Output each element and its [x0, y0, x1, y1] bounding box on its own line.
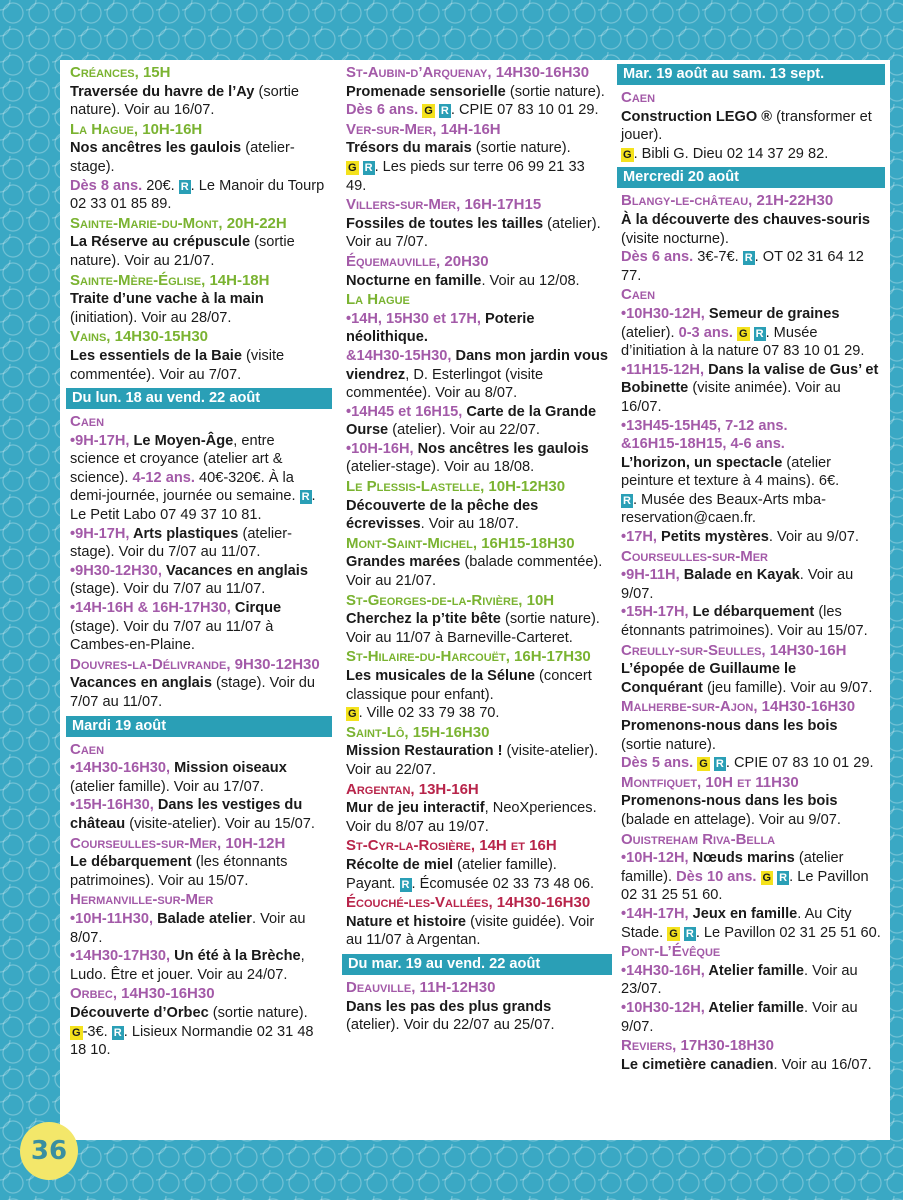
event-details: (atelier-stage). Voir au 18/08. — [346, 459, 535, 476]
event-place: Ouistreham Riva-Bella — [621, 830, 776, 848]
event-details: . Voir au 18/07. — [420, 516, 519, 533]
event-title: Découverte d’Orbec — [70, 1004, 209, 1021]
event-title: Nature et histoire — [346, 913, 467, 930]
reservation-badge: R — [301, 491, 310, 504]
event-entry — [70, 121, 328, 214]
event-details: (visite-atelier). Voir au 15/07. — [125, 815, 315, 832]
event-title: Le Moyen-Âge — [133, 432, 234, 449]
event-entry — [621, 774, 881, 830]
event-details: (concert classique pour enfant). — [346, 668, 592, 703]
event-title: Promenons-nous dans les bois — [621, 718, 838, 734]
event-entry — [346, 196, 608, 252]
event-details: (stage). Voir du 7/07 au 11/07. — [70, 581, 266, 598]
event-entry — [621, 89, 881, 163]
free-badge: G — [348, 708, 357, 721]
event-details: (atelier famille). Voir au 17/07. — [70, 778, 264, 795]
event-place: Le Plessis-Lastelle, 10H-12H30 — [346, 478, 566, 496]
event-place: Sainte-Mère-Église, 14H-18H — [70, 271, 270, 289]
event-place: St-Aubin-d’Arquenay, 14H30-16H30 — [346, 64, 590, 81]
event-place: Vains, 14H30-15H30 — [70, 328, 209, 346]
event-entry — [346, 253, 608, 290]
free-badge: G — [699, 758, 708, 771]
price: 40€-320€. À la demi-journée, journée ou semaine. — [70, 469, 300, 505]
event-title: Mission Restauration ! — [346, 743, 503, 760]
contact: . Lisieux Normandie 02 31 48 18 10. — [70, 1023, 314, 1059]
event-details: (atelier peinture et texture à 4 mains). 6€. — [621, 454, 840, 490]
age-label: Dès 6 ans. — [621, 249, 694, 266]
reservation-badge: R — [180, 180, 189, 193]
event-entry — [621, 642, 881, 698]
price: 3€-7€. — [693, 249, 743, 266]
event-place: La Hague, 10H-16H — [70, 120, 203, 138]
event-place: Reviers, 17H30-18H30 — [621, 1037, 774, 1055]
event-place: Villers-sur-Mer, 16H-17H15 — [346, 196, 542, 214]
event-details: (atelier). Voir au 7/07. — [346, 215, 601, 251]
event-place: Douvres-la-Délivrande, 9H30-12H30 — [70, 655, 320, 673]
event-details: , NeoXperiences. Voir du 8/07 au 19/07. — [346, 800, 597, 835]
event-entry — [70, 891, 328, 984]
event-details: . Voir au 9/07. — [621, 567, 854, 602]
event-place: Pont-L’Évêque — [621, 943, 721, 961]
event-title: La Réserve au crépuscule — [70, 234, 251, 251]
date-band: Mercredi 20 août — [617, 167, 885, 188]
event-place: Sainte-Marie-du-Mont, 20H-22H — [70, 214, 287, 232]
age-label: 4-12 ans. — [132, 469, 195, 486]
event-entry — [346, 979, 608, 1035]
event-details: (atelier famille). — [621, 850, 844, 885]
event-place: Malherbe-sur-Ajon, 14H30-16H30 — [621, 698, 856, 716]
reservation-badge: R — [401, 878, 410, 891]
event-title: Dans les pas des plus grands — [346, 998, 552, 1015]
event-title: Dans mon jardin vous viendrez — [346, 347, 608, 383]
event-title: Promenons-nous dans les bois — [621, 793, 838, 810]
event-title: Le cimetière canadien — [621, 1056, 774, 1073]
free-badge: G — [739, 327, 748, 340]
event-details: (atelier). Voir au 22/07. — [388, 422, 540, 439]
event-entry — [346, 648, 608, 722]
event-place: Caen — [621, 89, 656, 106]
event-time: •10H30-12H, — [621, 999, 709, 1016]
event-place: Hermanville-sur-Mer — [70, 891, 214, 909]
event-title: Promenade sensorielle — [346, 83, 506, 100]
event-place: Caen — [70, 413, 105, 431]
event-title: Traversée du havre de l’Ay — [70, 83, 255, 100]
event-place: St-Cyr-la-Rosière, 14H et 16H — [346, 837, 557, 855]
contact: . CPIE 07 83 10 01 29. — [450, 102, 599, 119]
event-title: Cherchez la p’tite bête — [346, 611, 501, 628]
event-time: •11H15-12H, — [621, 361, 709, 378]
event-time: •9H-17H, — [70, 432, 134, 449]
event-place: Mont-Saint-Michel, 16H15-18H30 — [346, 534, 575, 552]
event-title: Semeur de graines — [708, 305, 840, 322]
event-place: La Hague — [346, 291, 410, 309]
event-entry — [346, 291, 608, 477]
reservation-badge: R — [685, 927, 694, 940]
event-entry — [70, 835, 328, 891]
event-title: Mission oiseaux — [174, 760, 287, 777]
event-entry — [346, 894, 608, 950]
event-entry — [621, 831, 881, 943]
event-details: (atelier-stage). — [70, 140, 295, 175]
reservation-badge: R — [779, 871, 788, 884]
free-badge: G — [348, 161, 357, 174]
event-title: Vacances en anglais — [165, 562, 308, 579]
event-title: Jeux en famille — [692, 905, 798, 922]
event-details: (les étonnants patrimoines). Voir au 15/07. — [70, 854, 288, 889]
event-time: •10H-12H, — [621, 850, 693, 867]
contact: . Écomusée 02 33 73 48 06. — [411, 875, 595, 892]
event-entry — [346, 478, 608, 534]
event-details: (sortie nature). — [471, 140, 571, 157]
event-title: Grandes marées — [346, 554, 461, 571]
event-title: Mur de jeu interactif — [346, 800, 485, 817]
event-title: Dans les vestiges du château — [70, 797, 303, 832]
event-time: •13H45-15H45, 7-12 ans. — [621, 417, 788, 434]
event-title: Balade en Kayak — [683, 567, 800, 584]
event-details: (stage). Voir du 7/07 au 11/07. — [70, 675, 315, 710]
date-band: Mar. 19 août au sam. 13 sept. — [617, 64, 885, 85]
contact: . Le Petit Labo 07 49 37 10 81. — [70, 488, 316, 524]
free-badge: G — [762, 871, 772, 884]
contact: . Musée d’initiation à la nature 07 83 10 01 29. — [621, 324, 865, 360]
event-entry — [346, 837, 608, 893]
event-time: •9H-17H, — [70, 525, 133, 542]
event-title: Petits mystères — [661, 529, 769, 546]
event-place: Blangy-le-château, 21H-22H30 — [621, 192, 834, 210]
event-entry — [346, 535, 608, 591]
event-details: (atelier-stage). Voir du 7/07 au 11/07. — [70, 525, 292, 561]
event-time: •14H-16H & 16H-17H30, — [70, 600, 235, 617]
reservation-badge: R — [364, 161, 373, 174]
event-time: •14H30-16H, — [621, 962, 709, 979]
event-details: . Voir au 12/08. — [481, 272, 580, 289]
event-details: (initiation). Voir au 28/07. — [70, 309, 232, 326]
event-time: •9H-11H, — [621, 567, 684, 584]
event-entry — [70, 272, 328, 328]
event-details: (sortie nature). Voir au 11/07 à Barneville-Carteret. — [346, 611, 600, 646]
event-title: Trésors du marais — [346, 140, 472, 157]
reservation-badge: R — [623, 494, 631, 507]
event-details: (visite commentée). Voir au 7/07. — [70, 347, 285, 383]
event-title: Vacances en anglais — [70, 675, 212, 692]
event-time: •15H-16H30, — [70, 797, 158, 814]
event-title: Traite d’une vache à la main — [70, 291, 264, 308]
event-details: (sortie nature). — [208, 1004, 308, 1021]
event-time: •14H30-17H30, — [70, 948, 175, 965]
free-badge: G — [669, 927, 678, 940]
event-time: •14H45 et 16H15, — [346, 403, 467, 420]
event-entry — [621, 698, 881, 772]
event-entry — [621, 943, 881, 1036]
event-place: Deauville, 11H-12H30 — [346, 978, 496, 996]
free-badge: G — [424, 105, 433, 118]
event-title: Nos ancêtres les gaulois — [417, 440, 589, 457]
event-title: Fossiles de toutes les tailles — [346, 215, 544, 232]
event-entry — [70, 741, 328, 834]
price: -3€. — [82, 1023, 112, 1040]
event-time: •15H-17H, — [621, 604, 693, 621]
event-entry — [70, 656, 328, 712]
date-band: Du lun. 18 au vend. 22 août — [66, 388, 332, 409]
age-label: Dès 8 ans. — [70, 177, 143, 194]
event-details: . Voir au 8/07. — [70, 910, 306, 946]
event-details: . Au City Stade. — [621, 905, 852, 941]
event-place: Caen — [70, 740, 105, 758]
event-title: Carte de la Grande Ourse — [346, 403, 597, 439]
event-place: Caen — [621, 286, 656, 304]
event-details: , entre science et croyance (atelier art & science). — [70, 432, 283, 486]
price: 20€. — [142, 177, 179, 194]
event-details: . Voir au 23/07. — [621, 962, 858, 998]
event-details: , Ludo. Être et jouer. Voir au 24/07. — [70, 948, 305, 983]
reservation-badge: R — [715, 758, 724, 771]
event-title: L’horizon, un spectacle — [621, 454, 783, 471]
event-title: Atelier famille — [708, 999, 805, 1016]
event-title: Un été à la Brèche — [174, 948, 301, 965]
event-title: Cirque — [234, 600, 282, 617]
event-place: Écouché-les-Vallées, 14H30-16H30 — [346, 894, 591, 912]
event-time: •17H, — [621, 529, 661, 546]
contact: . Bibli G. Dieu 02 14 37 29 82. — [633, 145, 829, 162]
event-title: Nocturne en famille — [346, 272, 482, 289]
event-place: Équemauville, 20H30 — [346, 252, 489, 270]
event-title: Atelier famille — [708, 962, 805, 979]
contact: . CPIE 07 83 10 01 29. — [725, 755, 874, 772]
event-details: (sortie nature). — [621, 736, 716, 753]
event-place: Courseulles-sur-Mer — [621, 547, 768, 565]
event-entry — [346, 592, 608, 648]
event-details: (atelier famille). Payant. — [346, 856, 557, 892]
event-details: (atelier). Voir du 22/07 au 25/07. — [346, 1017, 555, 1034]
event-time: •14H, 15H30 et 17H, — [346, 310, 485, 327]
contact: . Le Pavillon 02 31 25 51 60. — [695, 924, 881, 941]
event-title: À la découverte des chauves-souris — [621, 211, 871, 228]
event-details: (les étonnants patrimoines). Voir au 15/07. — [621, 604, 868, 640]
event-place: Argentan, 13H-16H — [346, 780, 479, 798]
event-entry — [621, 548, 881, 641]
event-details: (balade commentée). Voir au 21/07. — [346, 554, 603, 590]
event-title: Poterie néolithique. — [346, 310, 535, 346]
event-title: L’épopée de Guillaume le Conquérant — [621, 661, 797, 696]
age-label: Dès 6 ans. — [346, 102, 419, 119]
page — [60, 60, 890, 1140]
event-entry — [70, 64, 328, 120]
event-title: Les musicales de la Sélune — [346, 668, 535, 684]
reservation-badge: R — [755, 327, 764, 340]
event-entry — [70, 215, 328, 271]
free-badge: G — [623, 148, 632, 161]
page-number: 36 — [20, 1122, 78, 1180]
event-entry — [346, 724, 608, 780]
event-place: Courseulles-sur-Mer, 10H-12H — [70, 834, 286, 852]
event-details: (transformer et jouer). — [621, 108, 872, 144]
event-entry — [346, 781, 608, 837]
event-time: •10H30-12H, — [621, 305, 709, 322]
event-time: •10H-11H30, — [70, 910, 158, 927]
contact: . Musée des Beaux-Arts mba-reservation@caen.fr. — [621, 491, 826, 527]
contact: . Le Pavillon 02 31 25 51 60. — [621, 868, 869, 904]
reservation-badge: R — [440, 105, 449, 118]
event-place: Creully-sur-Seulles, 14H30-16H — [621, 641, 847, 659]
date-band: Du mar. 19 au vend. 22 août — [342, 954, 612, 975]
event-details: (visite guidée). Voir au 11/07 à Argentan. — [346, 913, 595, 949]
event-title: Récolte de miel — [346, 856, 454, 873]
event-title: Les essentiels de la Baie — [70, 347, 242, 364]
column-3 — [621, 64, 881, 1075]
column-1 — [70, 64, 328, 1061]
event-details: (sortie nature). Voir au 16/07. — [70, 83, 300, 119]
event-place: Saint-Lô, 15H-16H30 — [346, 723, 490, 741]
event-entry — [621, 192, 881, 285]
event-title: Nœuds marins — [692, 850, 795, 867]
event-entry — [70, 985, 328, 1059]
event-title: Dans la valise de Gus’ et Bobinette — [621, 361, 879, 397]
contact: . OT 02 31 64 12 77. — [621, 249, 864, 284]
contact: . Le Manoir du Tourp 02 33 01 85 89. — [70, 177, 325, 213]
free-badge: G — [72, 1026, 81, 1039]
age-label: Dès 5 ans. — [621, 755, 694, 772]
event-details: (atelier). — [621, 324, 679, 341]
event-time: &16H15-18H15, 4-6 ans. — [621, 436, 785, 453]
event-place: St-Hilaire-du-Harcouët, 16H-17H30 — [346, 648, 591, 666]
event-details: . Voir au 16/07. — [773, 1056, 872, 1073]
event-details: (sortie nature). — [505, 83, 605, 100]
contact: . Les pieds sur terre 06 99 21 33 49. — [346, 158, 585, 194]
contact: . Ville 02 33 79 38 70. — [358, 705, 500, 722]
event-time: •9H30-12H30, — [70, 562, 166, 579]
event-title: Le débarquement — [692, 604, 815, 621]
event-details: (visite animée). Voir au 16/07. — [621, 380, 841, 415]
age-label: 0-3 ans. — [678, 324, 733, 341]
event-entry — [70, 413, 328, 655]
event-title: Construction LEGO ® — [621, 108, 773, 125]
event-title: Découverte de la pêche des écrevisses — [346, 497, 539, 533]
event-details: (sortie nature). Voir au 21/07. — [70, 234, 295, 269]
column-2 — [346, 64, 608, 1036]
event-details: (visite-atelier). Voir au 22/07. — [346, 743, 599, 778]
event-place: Orbec, 14H30-16H30 — [70, 985, 215, 1003]
event-place: Ver-sur-Mer, 14H-16H — [346, 120, 501, 138]
event-place: Créances, 15H — [70, 64, 171, 81]
event-entry — [70, 328, 328, 384]
event-details: (visite nocturne). — [621, 230, 729, 247]
event-place: Montfiquet, 10H et 11H30 — [621, 773, 799, 791]
event-details: (balade en attelage). Voir au 9/07. — [621, 811, 841, 828]
age-label: Dès 10 ans. — [676, 868, 757, 885]
event-time: &14H30-15H30, — [346, 347, 456, 364]
date-band: Mardi 19 août — [66, 716, 332, 737]
event-time: •10H-16H, — [346, 440, 418, 457]
event-entry — [346, 64, 608, 120]
event-title: Nos ancêtres les gaulois — [70, 140, 242, 157]
event-entry — [346, 121, 608, 195]
event-details: . Voir au 9/07. — [768, 529, 859, 546]
event-place: St-Georges-de-la-Rivière, 10H — [346, 591, 555, 609]
event-details: (jeu famille). Voir au 9/07. — [702, 679, 873, 696]
reservation-badge: R — [113, 1026, 122, 1039]
event-details: (stage). Voir du 7/07 au 11/07 à Cambes-en-Plaine. — [70, 618, 274, 654]
event-time: •14H30-16H30, — [70, 760, 175, 777]
event-details: , D. Esterlingot (visite commentée). Voir au 8/07. — [346, 366, 544, 402]
reservation-badge: R — [744, 252, 753, 265]
event-entry — [621, 1037, 881, 1074]
event-title: Le débarquement — [70, 854, 192, 871]
event-entry — [621, 286, 881, 546]
event-time: •14H-17H, — [621, 905, 693, 922]
event-title: Balade atelier — [157, 910, 252, 927]
event-title: Arts plastiques — [132, 525, 239, 542]
event-details: . Voir au 9/07. — [621, 999, 858, 1035]
